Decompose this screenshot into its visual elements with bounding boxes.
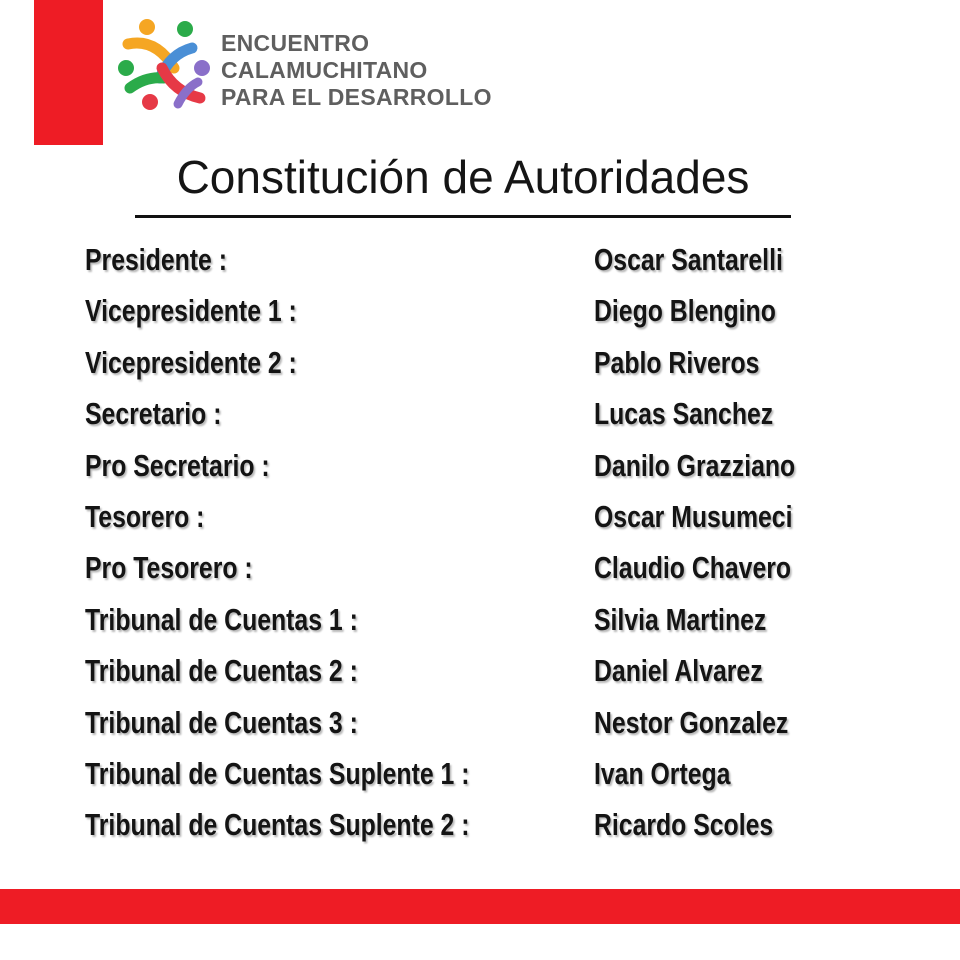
role-label: Vicepresidente 1 : bbox=[85, 293, 297, 329]
title-underline bbox=[135, 215, 791, 218]
role-label: Secretario : bbox=[85, 396, 222, 432]
list-item bbox=[0, 544, 960, 595]
person-name: Silvia Martinez bbox=[594, 601, 767, 637]
red-footer-band bbox=[0, 889, 960, 924]
list-item bbox=[0, 236, 960, 287]
role-label: Tesorero : bbox=[85, 498, 205, 534]
role-label: Pro Secretario : bbox=[85, 447, 270, 483]
logo-line-1: ENCUENTRO bbox=[221, 30, 370, 56]
role-label: Tribunal de Cuentas Suplente 2 : bbox=[85, 807, 470, 843]
person-name: Danilo Grazziano bbox=[594, 447, 796, 483]
list-item bbox=[0, 801, 960, 852]
list-item bbox=[0, 390, 960, 441]
list-item bbox=[0, 647, 960, 698]
person-name: Daniel Alvarez bbox=[594, 653, 763, 689]
list-item bbox=[0, 339, 960, 390]
people-circle-logo-icon bbox=[116, 18, 212, 114]
list-item bbox=[0, 287, 960, 338]
person-name: Pablo Riveros bbox=[594, 344, 760, 380]
authorities-list bbox=[0, 236, 960, 853]
person-name: Oscar Santarelli bbox=[594, 242, 783, 277]
logo-line-2: CALAMUCHITANO bbox=[221, 57, 428, 83]
person-name: Diego Blengino bbox=[594, 293, 776, 329]
role-label: Pro Tesorero : bbox=[85, 550, 253, 586]
person-name: Nestor Gonzalez bbox=[594, 704, 789, 740]
person-name: Oscar Musumeci bbox=[594, 498, 793, 534]
logo-line-3: PARA EL DESARROLLO bbox=[221, 84, 492, 110]
role-label: Tribunal de Cuentas 1 : bbox=[85, 601, 358, 637]
list-item bbox=[0, 750, 960, 801]
list-item bbox=[0, 699, 960, 750]
role-label: Tribunal de Cuentas 2 : bbox=[85, 653, 358, 689]
person-name: Ricardo Scoles bbox=[594, 807, 774, 843]
person-name: Lucas Sanchez bbox=[594, 396, 774, 432]
list-item bbox=[0, 596, 960, 647]
role-label: Vicepresidente 2 : bbox=[85, 344, 297, 380]
red-corner-tab bbox=[34, 0, 103, 145]
role-label: Tribunal de Cuentas Suplente 1 : bbox=[85, 755, 470, 791]
role-label: Presidente : bbox=[85, 242, 227, 277]
person-name: Claudio Chavero bbox=[594, 550, 792, 586]
page-title: Constitución de Autoridades bbox=[176, 151, 750, 203]
person-name: Ivan Ortega bbox=[594, 755, 731, 791]
list-item bbox=[0, 493, 960, 544]
role-label: Tribunal de Cuentas 3 : bbox=[85, 704, 358, 740]
page-title-container bbox=[135, 150, 791, 204]
organization-name bbox=[221, 30, 492, 111]
list-item bbox=[0, 442, 960, 493]
